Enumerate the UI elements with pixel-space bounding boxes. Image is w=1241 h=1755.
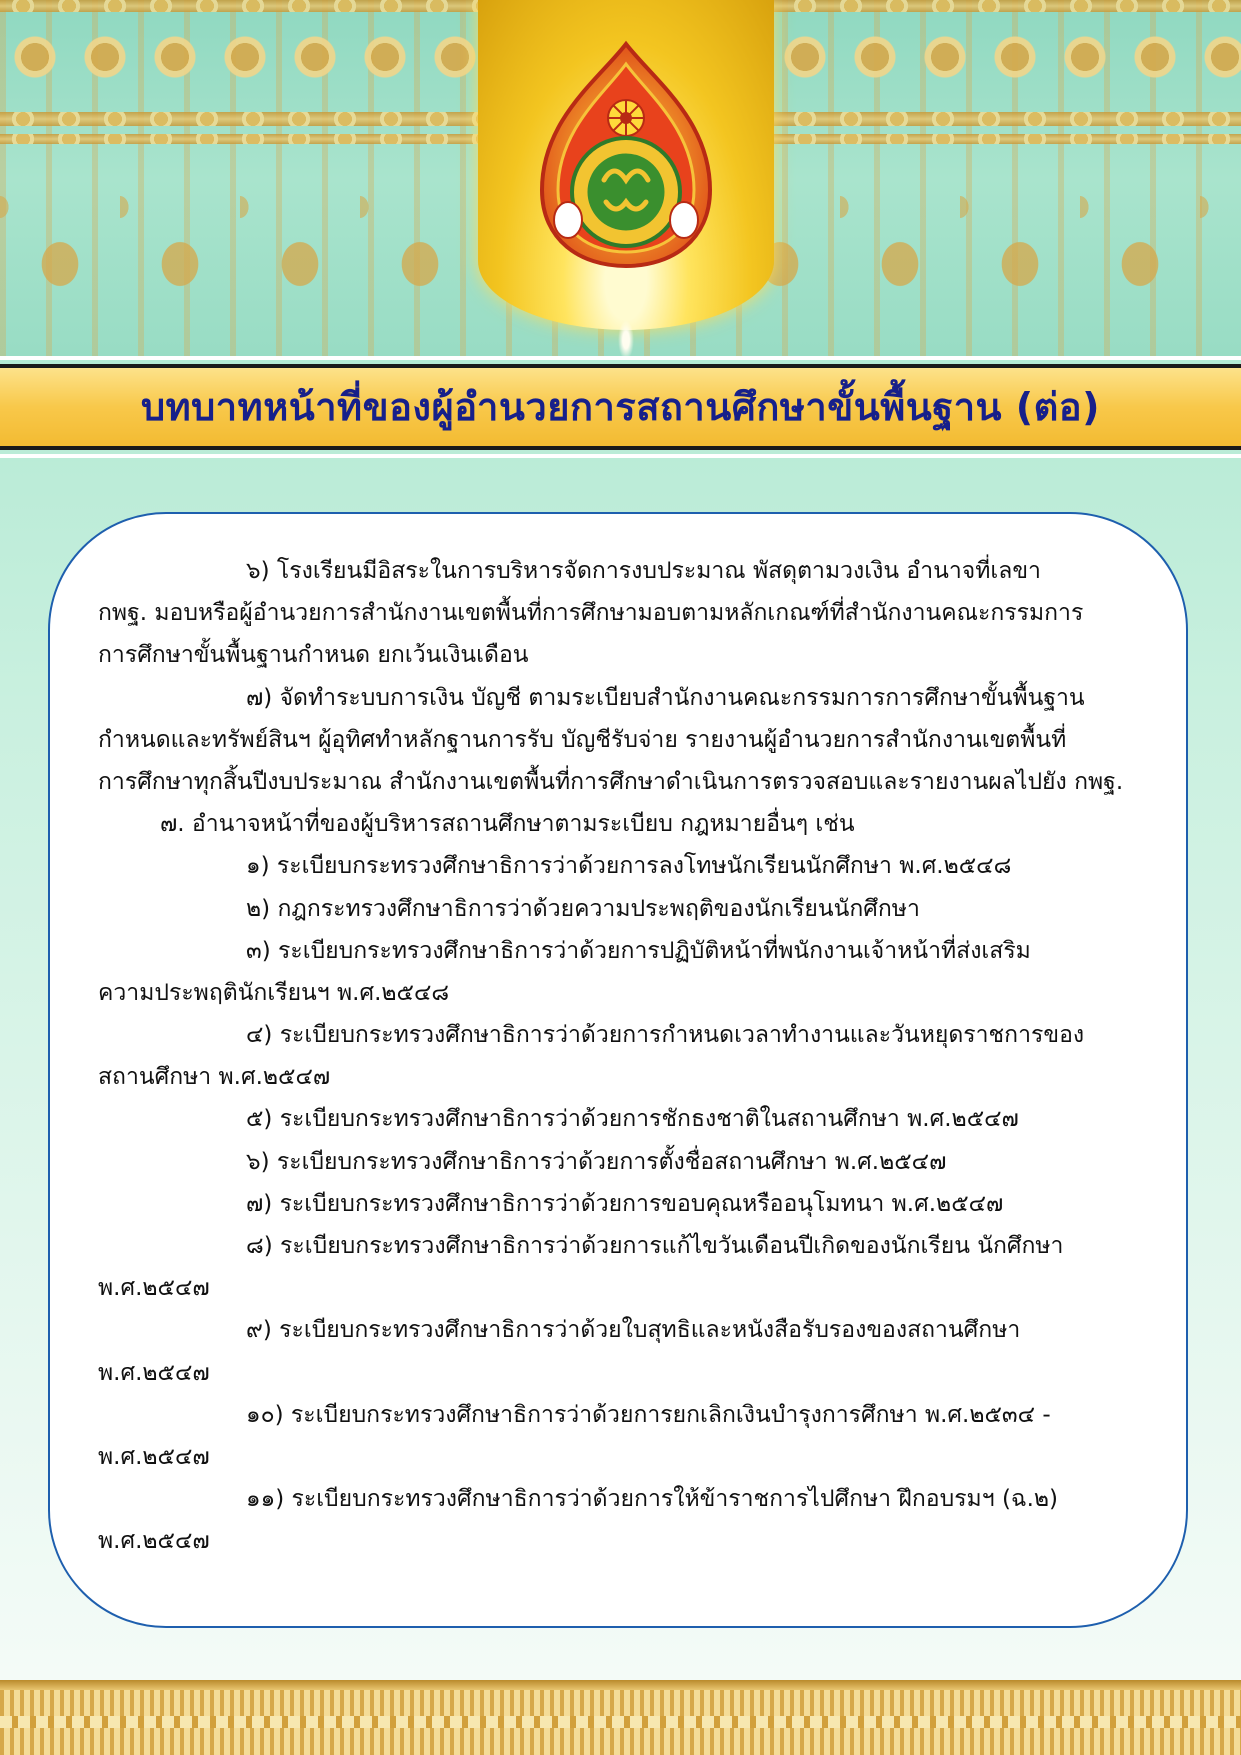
- body-line: ๗) ระเบียบกระทรวงศึกษาธิการว่าด้วยการขอบคุณหรืออนุโมทนา พ.ศ.๒๕๔๗: [246, 1190, 1004, 1217]
- body-line: การศึกษาทุกสิ้นปีงบประมาณ สำนักงานเขตพื้นที่การศึกษาดำเนินการตรวจสอบและรายงานผลไปยัง กพฐ.: [98, 768, 1124, 795]
- body-line: พ.ศ.๒๕๔๗: [98, 1443, 210, 1470]
- body-line: กพฐ. มอบหรือผู้อำนวยการสำนักงานเขตพื้นที่การศึกษามอบตามหลักเกณฑ์ที่สำนักงานคณะกรรมการ: [98, 600, 1084, 627]
- body-line: สถานศึกษา พ.ศ.๒๕๔๗: [98, 1064, 331, 1091]
- title-bar: [0, 364, 1241, 450]
- body-line: ๖) โรงเรียนมีอิสระในการบริหารจัดการงบประมาณ พัสดุตามวงเงิน อำนาจที่เลขา: [246, 558, 1041, 584]
- body-line: ๔) ระเบียบกระทรวงศึกษาธิการว่าด้วยการกำหนดเวลาทำงานและวันหยุดราชการของ: [246, 1022, 1085, 1049]
- body-line: ๓) ระเบียบกระทรวงศึกษาธิการว่าด้วยการปฏิบัติหน้าที่พนักงานเจ้าหน้าที่ส่งเสริม: [246, 937, 1031, 964]
- body-line: พ.ศ.๒๕๔๗: [98, 1528, 210, 1555]
- body-line: ๒) กฎกระทรวงศึกษาธิการว่าด้วยความประพฤติของนักเรียนนักศึกษา: [246, 895, 920, 922]
- body-line: ๖) ระเบียบกระทรวงศึกษาธิการว่าด้วยการตั้งชื่อสถานศึกษา พ.ศ.๒๕๔๗: [246, 1148, 947, 1175]
- body-line: ๑๐) ระเบียบกระทรวงศึกษาธิการว่าด้วยการยกเลิกเงินบำรุงการศึกษา พ.ศ.๒๕๓๔ -: [246, 1401, 1051, 1428]
- body-line: ๑) ระเบียบกระทรวงศึกษาธิการว่าด้วยการลงโทษนักเรียนนักศึกษา พ.ศ.๒๕๔๘: [246, 853, 1012, 880]
- body-line: กำหนดและทรัพย์สินฯ ผู้อุทิศทำหลักฐานการรับ บัญชีรับจ่าย รายงานผู้อำนวยการสำนักงานเขตพื้นที่: [98, 726, 1067, 753]
- body-line: ๗. อำนาจหน้าที่ของผู้บริหารสถานศึกษาตามระเบียบ กฎหมายอื่นๆ เช่น: [160, 811, 855, 838]
- body-line: ๙) ระเบียบกระทรวงศึกษาธิการว่าด้วยใบสุทธิและหนังสือรับรองของสถานศึกษา: [246, 1317, 1021, 1344]
- footer-ornament: [0, 1680, 1241, 1755]
- document-body: [98, 550, 1138, 1563]
- body-line: ๗) จัดทำระบบการเงิน บัญชี ตามระเบียบสำนักงานคณะกรรมการการศึกษาขั้นพื้นฐาน: [246, 684, 1085, 711]
- body-line: พ.ศ.๒๕๔๗: [98, 1275, 210, 1302]
- body-line: ๘) ระเบียบกระทรวงศึกษาธิการว่าด้วยการแก้ไขวันเดือนปีเกิดของนักเรียน นักศึกษา: [246, 1233, 1064, 1259]
- obec-emblem: [534, 40, 718, 270]
- body-line: ๕) ระเบียบกระทรวงศึกษาธิการว่าด้วยการชักธงชาติในสถานศึกษา พ.ศ.๒๕๔๗: [246, 1106, 1019, 1133]
- body-line: การศึกษาขั้นพื้นฐานกำหนด ยกเว้นเงินเดือน: [98, 642, 529, 669]
- page-title: บทบาทหน้าที่ของผู้อำนวยการสถานศึกษาขั้นพื้นฐาน (ต่อ): [141, 385, 1100, 429]
- body-line: ความประพฤตินักเรียนฯ พ.ศ.๒๕๔๘: [98, 979, 450, 1006]
- body-line: ๑๑) ระเบียบกระทรวงศึกษาธิการว่าด้วยการให้ข้าราชการไปศึกษา ฝึกอบรมฯ (ฉ.๒): [246, 1486, 1059, 1513]
- header-banner: [0, 0, 1241, 358]
- body-line: พ.ศ.๒๕๔๗: [98, 1359, 210, 1386]
